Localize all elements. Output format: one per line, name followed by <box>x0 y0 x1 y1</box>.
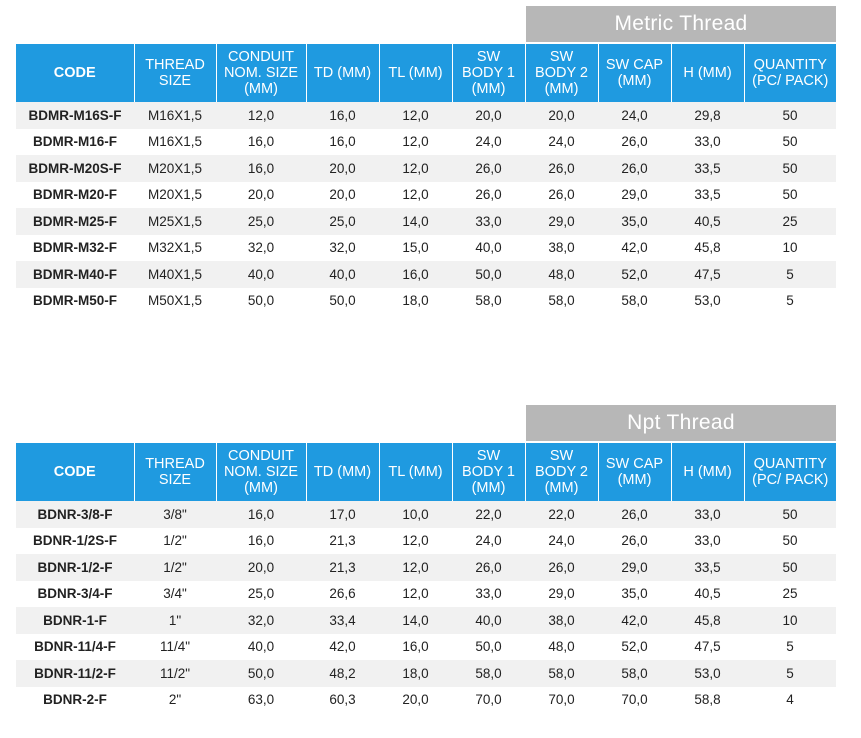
table-cell: 12,0 <box>402 533 429 549</box>
table-cell: 70,0 <box>475 692 502 708</box>
product-code-cell: BDMR-M32-F <box>33 240 117 256</box>
table-row <box>16 528 836 555</box>
table-row <box>16 501 836 528</box>
table-cell: 33,4 <box>329 612 356 628</box>
table-cell: 32,0 <box>247 240 275 256</box>
table-row <box>16 607 836 634</box>
product-code-cell: BDNR-1/2S-F <box>32 533 117 549</box>
header-sw-body-2: SW BODY 2 (MM) <box>525 443 598 501</box>
table-cell: 53,0 <box>694 665 721 681</box>
table-cell: 5 <box>786 293 794 309</box>
table-cell: 26,0 <box>621 134 648 150</box>
table-cell: 18,0 <box>402 665 429 681</box>
table-cell: 5 <box>786 639 794 655</box>
header-sw-body-1: SW BODY 1 (MM) <box>452 443 525 501</box>
table-cell: 15,0 <box>402 240 429 256</box>
table-cell: 24,0 <box>475 533 502 549</box>
table-cell: 20,0 <box>548 107 575 123</box>
header-code: CODE <box>16 44 134 102</box>
header-thread-size: THREAD SIZE <box>134 44 216 102</box>
table-cell: 22,0 <box>548 506 575 522</box>
table-cell: 5 <box>786 266 794 282</box>
table-cell: 3/8" <box>163 506 187 522</box>
table-cell: 20,0 <box>247 559 275 575</box>
table-cell: 11/4" <box>159 639 191 655</box>
table-cell: 20,0 <box>329 187 356 203</box>
table-row <box>16 687 836 714</box>
table-cell: 25 <box>782 586 798 602</box>
header-sw-body-2: SW BODY 2 (MM) <box>525 44 598 102</box>
product-code-cell: BDMR-M20-F <box>33 187 117 203</box>
table-cell: 12,0 <box>247 107 275 123</box>
table-cell: 26,0 <box>475 160 502 176</box>
npt-header-row <box>16 443 836 501</box>
product-code-cell: BDNR-1-F <box>43 612 107 628</box>
table-cell: 50,0 <box>329 293 356 309</box>
table-cell: 40,5 <box>694 213 721 229</box>
table-row <box>16 129 836 156</box>
table-cell: M32X1,5 <box>147 240 203 256</box>
table-row <box>16 102 836 129</box>
product-code-cell: BDMR-M50-F <box>33 293 117 309</box>
header-quantity: QUANTITY (PC/ PACK) <box>744 44 836 102</box>
product-code-cell: BDNR-3/8-F <box>37 506 113 522</box>
table-cell: 16,0 <box>247 160 275 176</box>
table-cell: 1/2" <box>163 559 187 575</box>
table-cell: 40,0 <box>247 266 275 282</box>
table-cell: 45,8 <box>694 240 721 256</box>
table-cell: 35,0 <box>621 586 648 602</box>
table-cell: 14,0 <box>402 612 429 628</box>
table-row <box>16 288 836 315</box>
table-row <box>16 660 836 687</box>
table-cell: 26,0 <box>548 559 575 575</box>
table-cell: 10 <box>782 240 798 256</box>
table-cell: 33,5 <box>694 160 721 176</box>
table-cell: 29,0 <box>621 559 648 575</box>
table-cell: 20,0 <box>402 692 429 708</box>
table-cell: 4 <box>786 692 794 708</box>
table-cell: 38,0 <box>548 240 575 256</box>
table-cell: 29,8 <box>694 107 721 123</box>
table-cell: 16,0 <box>247 506 275 522</box>
table-cell: 60,3 <box>329 692 356 708</box>
table-row <box>16 554 836 581</box>
table-cell: M16X1,5 <box>147 107 203 123</box>
table-cell: 33,0 <box>475 586 502 602</box>
product-code-cell: BDNR-1/2-F <box>37 559 113 575</box>
header-code: CODE <box>16 443 134 501</box>
table-cell: 29,0 <box>548 213 575 229</box>
table-cell: 12,0 <box>402 559 429 575</box>
table-cell: 50 <box>782 160 798 176</box>
table-cell: 45,8 <box>694 612 721 628</box>
header-h: H (MM) <box>671 443 744 501</box>
metric-thread-banner: Metric Thread <box>526 6 836 42</box>
table-cell: 33,0 <box>694 506 721 522</box>
table-cell: 53,0 <box>694 293 721 309</box>
header-h: H (MM) <box>671 44 744 102</box>
table-cell: 58,0 <box>621 665 648 681</box>
npt-thread-table <box>16 443 836 713</box>
table-cell: 50 <box>782 559 798 575</box>
table-cell: M16X1,5 <box>147 134 203 150</box>
table-cell: 50 <box>782 187 798 203</box>
table-cell: 3/4" <box>163 586 187 602</box>
table-cell: 33,5 <box>694 559 721 575</box>
table-cell: 16,0 <box>247 533 275 549</box>
header-td: TD (MM) <box>306 44 379 102</box>
table-cell: 40,0 <box>329 266 356 282</box>
table-cell: 25,0 <box>247 213 275 229</box>
table-cell: 50 <box>782 533 798 549</box>
table-cell: 1/2" <box>163 533 187 549</box>
product-code-cell: BDMR-M16-F <box>33 134 117 150</box>
table-cell: 32,0 <box>329 240 356 256</box>
header-sw-cap: SW CAP (MM) <box>598 44 671 102</box>
npt-thread-banner: Npt Thread <box>526 405 836 441</box>
table-cell: 22,0 <box>475 506 502 522</box>
table-cell: 50 <box>782 134 798 150</box>
header-conduit-size: CONDUIT NOM. SIZE (MM) <box>216 44 306 102</box>
table-cell: 58,0 <box>475 665 502 681</box>
table-cell: 26,0 <box>475 187 502 203</box>
table-cell: 52,0 <box>621 639 648 655</box>
table-cell: M25X1,5 <box>147 213 203 229</box>
table-cell: 26,0 <box>548 160 575 176</box>
table-row <box>16 208 836 235</box>
table-cell: 33,0 <box>694 533 721 549</box>
product-code-cell: BDNR-11/2-F <box>34 665 116 681</box>
header-sw-body-1: SW BODY 1 (MM) <box>452 44 525 102</box>
table-cell: 50,0 <box>247 293 275 309</box>
table-cell: 24,0 <box>548 134 575 150</box>
table-cell: 20,0 <box>247 187 275 203</box>
table-cell: 50,0 <box>475 266 502 282</box>
table-cell: 48,0 <box>548 266 575 282</box>
table-row <box>16 261 836 288</box>
table-cell: 25 <box>782 213 798 229</box>
product-code-cell: BDMR-M16S-F <box>28 107 122 123</box>
metric-thread-table <box>16 44 836 314</box>
table-row <box>16 235 836 262</box>
table-cell: 5 <box>786 665 794 681</box>
table-cell: 50 <box>782 506 798 522</box>
table-cell: 16,0 <box>247 134 275 150</box>
table-cell: 63,0 <box>247 692 275 708</box>
table-cell: 17,0 <box>329 506 356 522</box>
table-row <box>16 155 836 182</box>
table-cell: 42,0 <box>329 639 356 655</box>
table-cell: 26,0 <box>548 187 575 203</box>
table-cell: 58,0 <box>621 293 648 309</box>
table-cell: M20X1,5 <box>147 187 203 203</box>
header-tl: TL (MM) <box>379 44 452 102</box>
table-cell: 40,5 <box>694 586 721 602</box>
table-cell: 16,0 <box>329 134 356 150</box>
table-cell: 50 <box>782 107 798 123</box>
header-thread-size: THREAD SIZE <box>134 443 216 501</box>
table-cell: 50,0 <box>247 665 275 681</box>
table-cell: 48,0 <box>548 639 575 655</box>
table-cell: 18,0 <box>402 293 429 309</box>
npt-table-body <box>16 501 836 713</box>
table-cell: 2" <box>168 692 182 708</box>
table-cell: 58,0 <box>548 665 575 681</box>
table-cell: 12,0 <box>402 160 429 176</box>
product-code-cell: BDNR-2-F <box>43 692 107 708</box>
table-cell: 26,0 <box>621 506 648 522</box>
table-cell: 32,0 <box>247 612 275 628</box>
header-tl: TL (MM) <box>379 443 452 501</box>
table-cell: 58,0 <box>548 293 575 309</box>
table-cell: 48,2 <box>329 665 356 681</box>
table-cell: 33,0 <box>694 134 721 150</box>
product-code-cell: BDMR-M40-F <box>33 266 117 282</box>
table-cell: 50,0 <box>475 639 502 655</box>
table-cell: 20,0 <box>329 160 356 176</box>
table-cell: 12,0 <box>402 134 429 150</box>
table-cell: 40,0 <box>475 612 502 628</box>
product-code-cell: BDNR-3/4-F <box>37 586 113 602</box>
table-cell: 42,0 <box>621 240 648 256</box>
metric-table-body <box>16 102 836 314</box>
table-cell: 11/2" <box>159 665 191 681</box>
table-row <box>16 581 836 608</box>
table-cell: 29,0 <box>548 586 575 602</box>
product-code-cell: BDNR-11/4-F <box>34 639 116 655</box>
table-cell: 24,0 <box>475 134 502 150</box>
table-cell: 10,0 <box>402 506 429 522</box>
table-cell: 35,0 <box>621 213 648 229</box>
table-cell: 33,5 <box>694 187 721 203</box>
table-cell: 47,5 <box>694 266 721 282</box>
table-cell: 16,0 <box>402 266 429 282</box>
table-cell: 12,0 <box>402 187 429 203</box>
table-cell: 70,0 <box>621 692 648 708</box>
table-cell: 20,0 <box>475 107 502 123</box>
table-cell: 21,3 <box>329 533 356 549</box>
table-cell: 25,0 <box>247 586 275 602</box>
table-cell: 10 <box>782 612 798 628</box>
table-cell: 40,0 <box>247 639 275 655</box>
table-cell: M40X1,5 <box>147 266 203 282</box>
table-cell: 26,0 <box>621 533 648 549</box>
table-cell: 33,0 <box>475 213 502 229</box>
table-cell: 12,0 <box>402 107 429 123</box>
header-sw-cap: SW CAP (MM) <box>598 443 671 501</box>
table-cell: 14,0 <box>402 213 429 229</box>
table-cell: 58,8 <box>694 692 721 708</box>
header-td: TD (MM) <box>306 443 379 501</box>
header-quantity: QUANTITY (PC/ PACK) <box>744 443 836 501</box>
table-cell: 58,0 <box>475 293 502 309</box>
table-cell: 47,5 <box>694 639 721 655</box>
table-cell: 24,0 <box>548 533 575 549</box>
product-code-cell: BDMR-M25-F <box>33 213 117 229</box>
product-code-cell: BDMR-M20S-F <box>28 160 122 176</box>
table-cell: 29,0 <box>621 187 648 203</box>
table-cell: 42,0 <box>621 612 648 628</box>
table-cell: 25,0 <box>329 213 356 229</box>
header-conduit-size: CONDUIT NOM. SIZE (MM) <box>216 443 306 501</box>
table-cell: 21,3 <box>329 559 356 575</box>
table-row <box>16 182 836 209</box>
table-cell: 12,0 <box>402 586 429 602</box>
table-cell: 16,0 <box>329 107 356 123</box>
table-cell: M50X1,5 <box>147 293 203 309</box>
table-cell: M20X1,5 <box>147 160 203 176</box>
table-cell: 24,0 <box>621 107 648 123</box>
table-cell: 40,0 <box>475 240 502 256</box>
table-cell: 16,0 <box>402 639 429 655</box>
table-row <box>16 634 836 661</box>
metric-header-row <box>16 44 836 102</box>
table-cell: 1" <box>168 612 182 628</box>
table-cell: 70,0 <box>548 692 575 708</box>
table-cell: 26,6 <box>329 586 356 602</box>
table-cell: 26,0 <box>475 559 502 575</box>
table-cell: 52,0 <box>621 266 648 282</box>
table-cell: 38,0 <box>548 612 575 628</box>
table-cell: 26,0 <box>621 160 648 176</box>
